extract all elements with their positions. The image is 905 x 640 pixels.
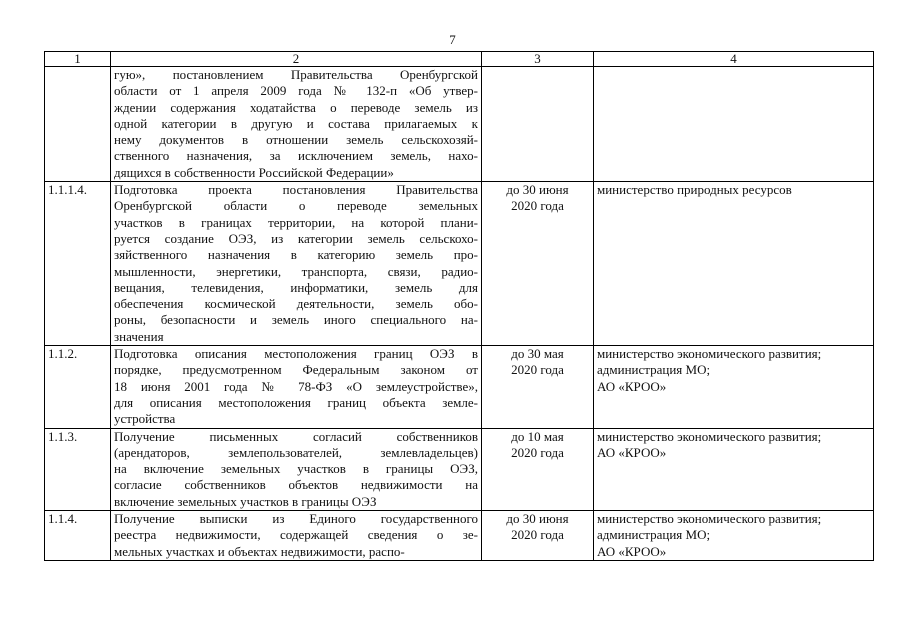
item-number xyxy=(45,67,111,182)
page-number: 7 xyxy=(449,32,456,47)
deadline-line: до 10 мая xyxy=(511,428,564,444)
column-header-3: 3 xyxy=(482,52,594,67)
deadline-line: 2020 года xyxy=(511,362,564,378)
description-line: Оренбургской области о переводе земельных xyxy=(114,198,478,214)
item-description xyxy=(111,511,482,561)
responsible-line: администрация МО; xyxy=(597,362,711,378)
column-header-1: 1 xyxy=(45,52,111,67)
description-line: одной категории в другую и состава прилагаемых к xyxy=(114,115,478,131)
description-line: зяйственного назначения в категорию земель про- xyxy=(114,247,478,263)
description-line: включение земельных участков в границы ОЭЗ xyxy=(114,493,377,509)
item-deadline xyxy=(482,428,594,510)
table-row xyxy=(45,428,874,510)
item-deadline xyxy=(482,511,594,561)
item-responsible xyxy=(594,346,874,428)
description-line: участков в границах территории, на которой плани- xyxy=(114,214,478,230)
description-line: ственного назначения, за исключением земель, нахо- xyxy=(114,148,478,164)
responsible-line: министерство экономического развития; xyxy=(597,428,822,444)
responsible-line: АО «КРОО» xyxy=(597,444,667,460)
responsible-line: администрация МО; xyxy=(597,527,711,543)
description-line: (арендаторов, землепользователей, землевладельцев) xyxy=(114,444,478,460)
table-body xyxy=(45,67,874,561)
header-row xyxy=(45,52,874,67)
description-line: роны, безопасности и земель иного специального на- xyxy=(114,312,478,328)
description-line: Получение письменных согласий собственников xyxy=(114,428,478,444)
description-line: дящихся в собственности Российской Федерации» xyxy=(114,164,394,180)
description-line: Подготовка описания местоположения границ ОЭЗ в xyxy=(114,346,478,362)
item-responsible xyxy=(594,511,874,561)
item-deadline xyxy=(482,346,594,428)
item-number: 1.1.4. xyxy=(45,511,111,561)
deadline-line: до 30 июня xyxy=(506,511,569,527)
item-description xyxy=(111,428,482,510)
item-responsible xyxy=(594,67,874,182)
description-line: нему документов в отношении земель сельскохозяй- xyxy=(114,132,478,148)
description-line: руется создание ОЭЗ, из категории земель сельскохо- xyxy=(114,230,478,246)
responsible-line: министерство экономического развития; xyxy=(597,346,822,362)
plan-table xyxy=(44,51,874,561)
column-header-4: 4 xyxy=(594,52,874,67)
description-line: на включение земельных участков в границы ОЭЗ, xyxy=(114,461,478,477)
description-line: согласие собственников объектов недвижимости на xyxy=(114,477,478,493)
description-line: Получение выписки из Единого государственного xyxy=(114,511,478,527)
item-description xyxy=(111,182,482,346)
description-line: 18 июня 2001 года № 78-ФЗ «О землеустройстве», xyxy=(114,378,478,394)
table-row xyxy=(45,346,874,428)
description-line: области от 1 апреля 2009 года № 132-п «Об утвер- xyxy=(114,83,478,99)
description-line: устройства xyxy=(114,411,176,427)
description-line: мышленности, энергетики, транспорта, связи, радио- xyxy=(114,263,478,279)
item-deadline xyxy=(482,182,594,346)
table-header xyxy=(45,52,874,67)
table-row xyxy=(45,182,874,346)
responsible-line: АО «КРОО» xyxy=(597,378,667,394)
description-line: для описания местоположения границ объекта земле- xyxy=(114,394,478,410)
description-line: ждении содержания ходатайства о переводе земель из xyxy=(114,99,478,115)
deadline-line: 2020 года xyxy=(511,444,564,460)
item-description xyxy=(111,346,482,428)
description-line: значения xyxy=(114,328,164,344)
deadline-line: до 30 мая xyxy=(511,346,564,362)
item-deadline xyxy=(482,67,594,182)
item-number: 1.1.3. xyxy=(45,428,111,510)
column-header-2: 2 xyxy=(111,52,482,67)
item-number: 1.1.2. xyxy=(45,346,111,428)
table-row xyxy=(45,511,874,561)
description-line: мельных участках и объектах недвижимости, распо- xyxy=(114,543,405,559)
item-description xyxy=(111,67,482,182)
deadline-line: 2020 года xyxy=(511,527,564,543)
item-responsible xyxy=(594,182,874,346)
table-row xyxy=(45,67,874,182)
responsible-line: министерство экономического развития; xyxy=(597,511,822,527)
description-line: реестра недвижимости, содержащей сведения о зе- xyxy=(114,527,478,543)
item-responsible xyxy=(594,428,874,510)
description-line: порядке, предусмотренном Федеральным законом от xyxy=(114,362,478,378)
description-line: гую», постановлением Правительства Оренбургской xyxy=(114,67,478,82)
responsible-line: АО «КРОО» xyxy=(597,543,667,559)
description-line: обеспечения космической деятельности, земель обо- xyxy=(114,296,478,312)
deadline-line: до 30 июня xyxy=(506,182,569,198)
description-line: вещания, телевидения, информатики, земель для xyxy=(114,279,478,295)
responsible-line: министерство природных ресурсов xyxy=(597,182,792,198)
item-number: 1.1.1.4. xyxy=(45,182,111,346)
description-line: Подготовка проекта постановления Правительства xyxy=(114,182,478,198)
deadline-line: 2020 года xyxy=(511,198,564,214)
